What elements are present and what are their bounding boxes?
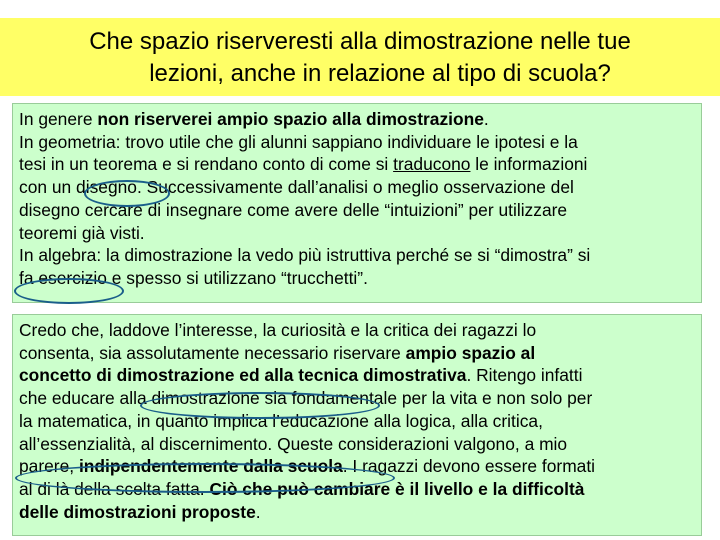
text-line: [19, 364, 695, 387]
bold-phrase: Ciò che può cambiare è il livello e la difficoltà: [209, 478, 585, 499]
text-run: tesi in un teorema e si rendano conto di come si: [19, 154, 394, 175]
annotation-oval-esercizio: [14, 278, 124, 304]
bold-phrase: indipendentemente dalla scuola: [78, 456, 343, 477]
text-run: . I ragazzi devono essere formati: [342, 456, 596, 477]
underlined-word: traducono: [393, 154, 471, 175]
title-line-1: Che spazio riserveresti alla dimostrazione nelle tue: [89, 28, 631, 55]
text-line: la matematica, in quanto implica l’educazione alla logica, alla critica,: [19, 410, 543, 431]
text-line: In geometria: trovo utile che gli alunni sappiano individuare le ipotesi e la: [19, 131, 578, 152]
text-run: al di là della scelta fatta.: [19, 478, 210, 499]
text-line: [19, 342, 695, 365]
bold-phrase: concetto di dimostrazione ed alla tecnica dimostrativa: [19, 365, 467, 386]
text-run: le informazioni: [470, 154, 588, 175]
text-line: [19, 501, 695, 524]
annotation-oval-scuola: [15, 463, 395, 493]
text-run: In genere: [19, 109, 98, 129]
text-line: Credo che, laddove l’interesse, la curiosità e la critica dei ragazzi lo: [19, 320, 537, 340]
answer-text-2: [19, 319, 695, 523]
text-line: fa esercizio e spesso si utilizzano “trucchetti”.: [19, 267, 368, 288]
bold-phrase: non riserverei ampio spazio alla dimostrazione: [97, 109, 484, 129]
text-line: disegno cercare di insegnare come avere delle “intuizioni” per utilizzare: [19, 199, 568, 220]
text-line: teoremi già visti.: [19, 222, 145, 243]
bold-phrase: ampio spazio al: [405, 342, 536, 363]
text-run: . Ritengo infatti: [466, 365, 583, 386]
title-line-2: lezioni, anche in relazione al tipo di scuola?: [149, 60, 611, 87]
text-run: parere,: [19, 456, 79, 477]
text-line: all’essenzialità, al discernimento. Queste considerazioni valgono, a mio: [19, 433, 568, 454]
slide-title: [0, 26, 720, 90]
text-run: .: [255, 501, 261, 522]
text-run: .: [483, 109, 489, 129]
text-line: con un disegno. Successivamente dall’analisi o meglio osservazione del: [19, 177, 574, 198]
text-line: [19, 153, 695, 176]
annotation-oval-dimostrazione: [140, 392, 380, 419]
text-line: che educare alla dimostrazione sia fondamentale per la vita e non solo per: [19, 388, 593, 409]
annotation-oval-disegno: [84, 180, 170, 207]
text-line: In algebra: la dimostrazione la vedo più istruttiva perché se si “dimostra” si: [19, 245, 591, 266]
text-line: [19, 108, 695, 131]
bold-phrase: delle dimostrazioni proposte: [19, 501, 256, 522]
text-run: consenta, sia assolutamente necessario riservare: [19, 342, 406, 363]
answer-panel-2: [12, 314, 702, 536]
